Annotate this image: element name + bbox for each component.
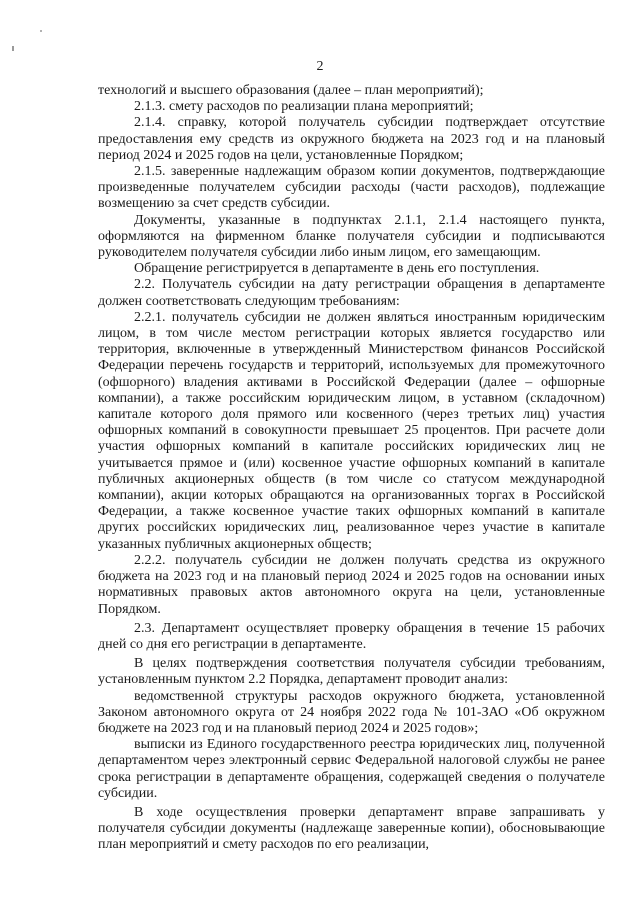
paragraph: 2.1.4. справку, которой получатель субсидии подтверждает отсутствие предоставления ему средств из окружного бюджета на 2023 год и на плановый период 2024 и 2025 годов на цели, установленные Порядком; — [98, 115, 605, 163]
paragraph: 2.1.3. смету расходов по реализации плана мероприятий; — [134, 99, 474, 115]
paragraph: Обращение регистрируется в департаменте в день его поступления. — [134, 261, 540, 277]
page-number: 2 — [316, 59, 324, 74]
paragraph: технологий и высшего образования (далее – план мероприятий); — [98, 83, 484, 98]
paragraph: В ходе осуществления проверки департамент вправе запрашивать у получателя субсидии документы (надлежаще заверенные копии), обосновывающие план мероприятий и смету расходов по его реализации, — [98, 804, 605, 853]
scan-artifact — [12, 46, 14, 51]
paragraph: 2.2.1. получатель субсидии не должен являться иностранным юридическим лицом, в том числе местом регистрации которых является государство или территория, включенные в утвержденный Министерством финансов Российской Федерации перечень государств и территорий, используемых для промежуточного (офшорного) владения активами в Российской Федерации (далее – офшорные компании), а также российским юридическим лицом, в уставном (складочном) капитале которого доля прямого или косвенного (через третьих лиц) участия офшорных компаний в совокупности превышает 25 процентов. При расчете доли участия офшорных компаний в капитале российских юридических лиц не учитывается прямое и (или) косвенное участие офшорных компаний в капитале публичных акционерных обществ (в том числе со статусом международной компании), акции которых обращаются на организованных торгах в Российской Федерации, а также косвенное участие таких офшорных компаний в капитале других российских юридических лиц, реализованное через участие в капитале указанных публичных акционерных обществ; — [98, 309, 605, 552]
paragraph: 2.2.2. получатель субсидии не должен получать средства из окружного бюджета на 2023 год и на плановый период 2024 и 2025 годов на основании иных нормативных правовых актов автономного округа на цели, установленные Порядком. — [98, 552, 605, 617]
scan-artifact — [40, 30, 42, 32]
paragraph: ведомственной структуры расходов окружного бюджета, установленной Законом автономного округа от 24 ноября 2022 года № 101-ЗАО «Об окружном бюджете на 2023 год и на плановый период 2024 и 2025 годов»; — [98, 688, 605, 736]
document-body — [98, 83, 605, 854]
paragraph: 2.1.5. заверенные надлежащим образом копии документов, подтверждающие произведенные получателем субсидии расходы (части расходов), подлежащие возмещению за счет средств субсидии. — [98, 164, 605, 212]
paragraph: 2.2. Получатель субсидии на дату регистрации обращения в департаменте должен соответствовать следующим требованиям: — [98, 277, 605, 309]
paragraph: В целях подтверждения соответствия получателя субсидии требованиям, установленным пунктом 2.2 Порядка, департамент проводит анализ: — [98, 656, 605, 688]
paragraph: выписки из Единого государственного реестра юридических лиц, полученной департаментом через электронный сервис Федеральной налоговой службы не ранее срока регистрации в департаменте обращения, содержащей сведения о получателе субсидии. — [98, 737, 605, 801]
paragraph: 2.3. Департамент осуществляет проверку обращения в течение 15 рабочих дней со дня его регистрации в департаменте. — [98, 620, 605, 652]
paragraph: Документы, указанные в подпунктах 2.1.1, 2.1.4 настоящего пункта, оформляются на фирменном бланке получателя субсидии и подписываются руководителем получателя субсидии либо иным лицом, его замещающим. — [98, 212, 605, 261]
